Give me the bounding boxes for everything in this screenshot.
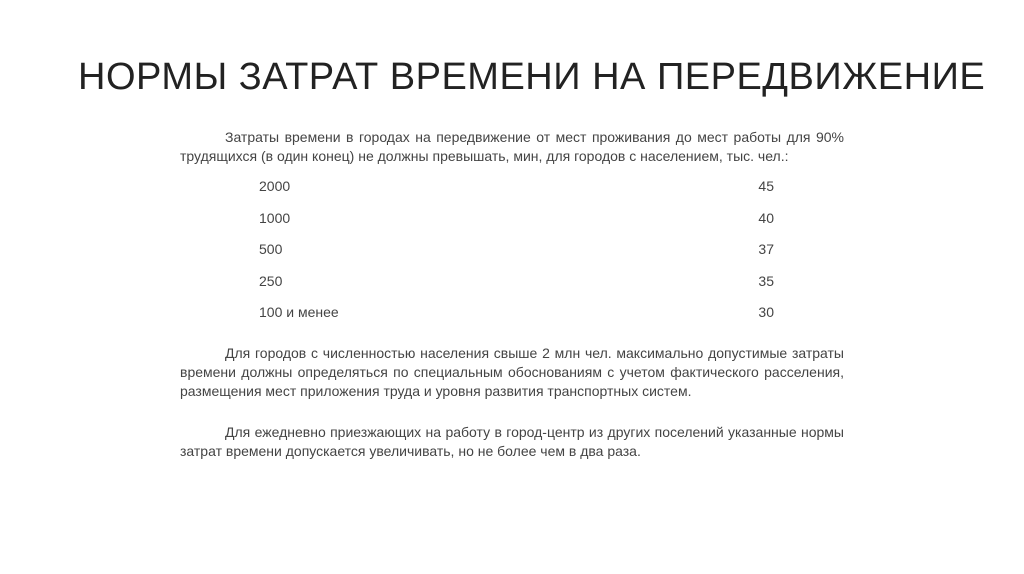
intro-paragraph: Затраты времени в городах на передвижение от мест проживания до мест работы для 90% трудящихся (в один конец) не должны превышать, мин, для городов с населением, тыс. чел.: <box>180 129 844 164</box>
population-cell: 2000 <box>259 178 291 194</box>
minutes-cell: 37 <box>758 241 774 257</box>
population-cell: 500 <box>259 241 283 257</box>
document-body <box>180 128 844 461</box>
travel-time-table <box>259 177 774 335</box>
table-row <box>259 209 774 241</box>
minutes-cell: 30 <box>758 304 774 320</box>
minutes-cell: 35 <box>758 272 774 289</box>
minutes-cell: 45 <box>758 178 774 194</box>
population-cell: 100 и менее <box>259 304 339 320</box>
table-row <box>259 272 774 304</box>
population-cell: 250 <box>259 272 283 289</box>
table-row <box>259 240 774 272</box>
minutes-cell: 40 <box>758 209 774 226</box>
commuters-paragraph: Для ежедневно приезжающих на работу в город-центр из других поселений указанные нормы затрат времени допускается увеличивать, но не более чем в два раза. <box>180 423 844 459</box>
page-title: НОРМЫ ЗАТРАТ ВРЕМЕНИ НА ПЕРЕДВИЖЕНИЕ <box>78 56 986 98</box>
population-cell: 1000 <box>259 209 291 226</box>
large-cities-paragraph: Для городов с численностью населения свыше 2 млн чел. максимально допустимые затраты времени должны определяться по специальным обоснованиям с учетом фактического расселения, размещения мест приложения труда и уровня развития транспортных систем. <box>180 344 844 399</box>
table-row <box>259 303 774 335</box>
table-row <box>259 177 774 209</box>
